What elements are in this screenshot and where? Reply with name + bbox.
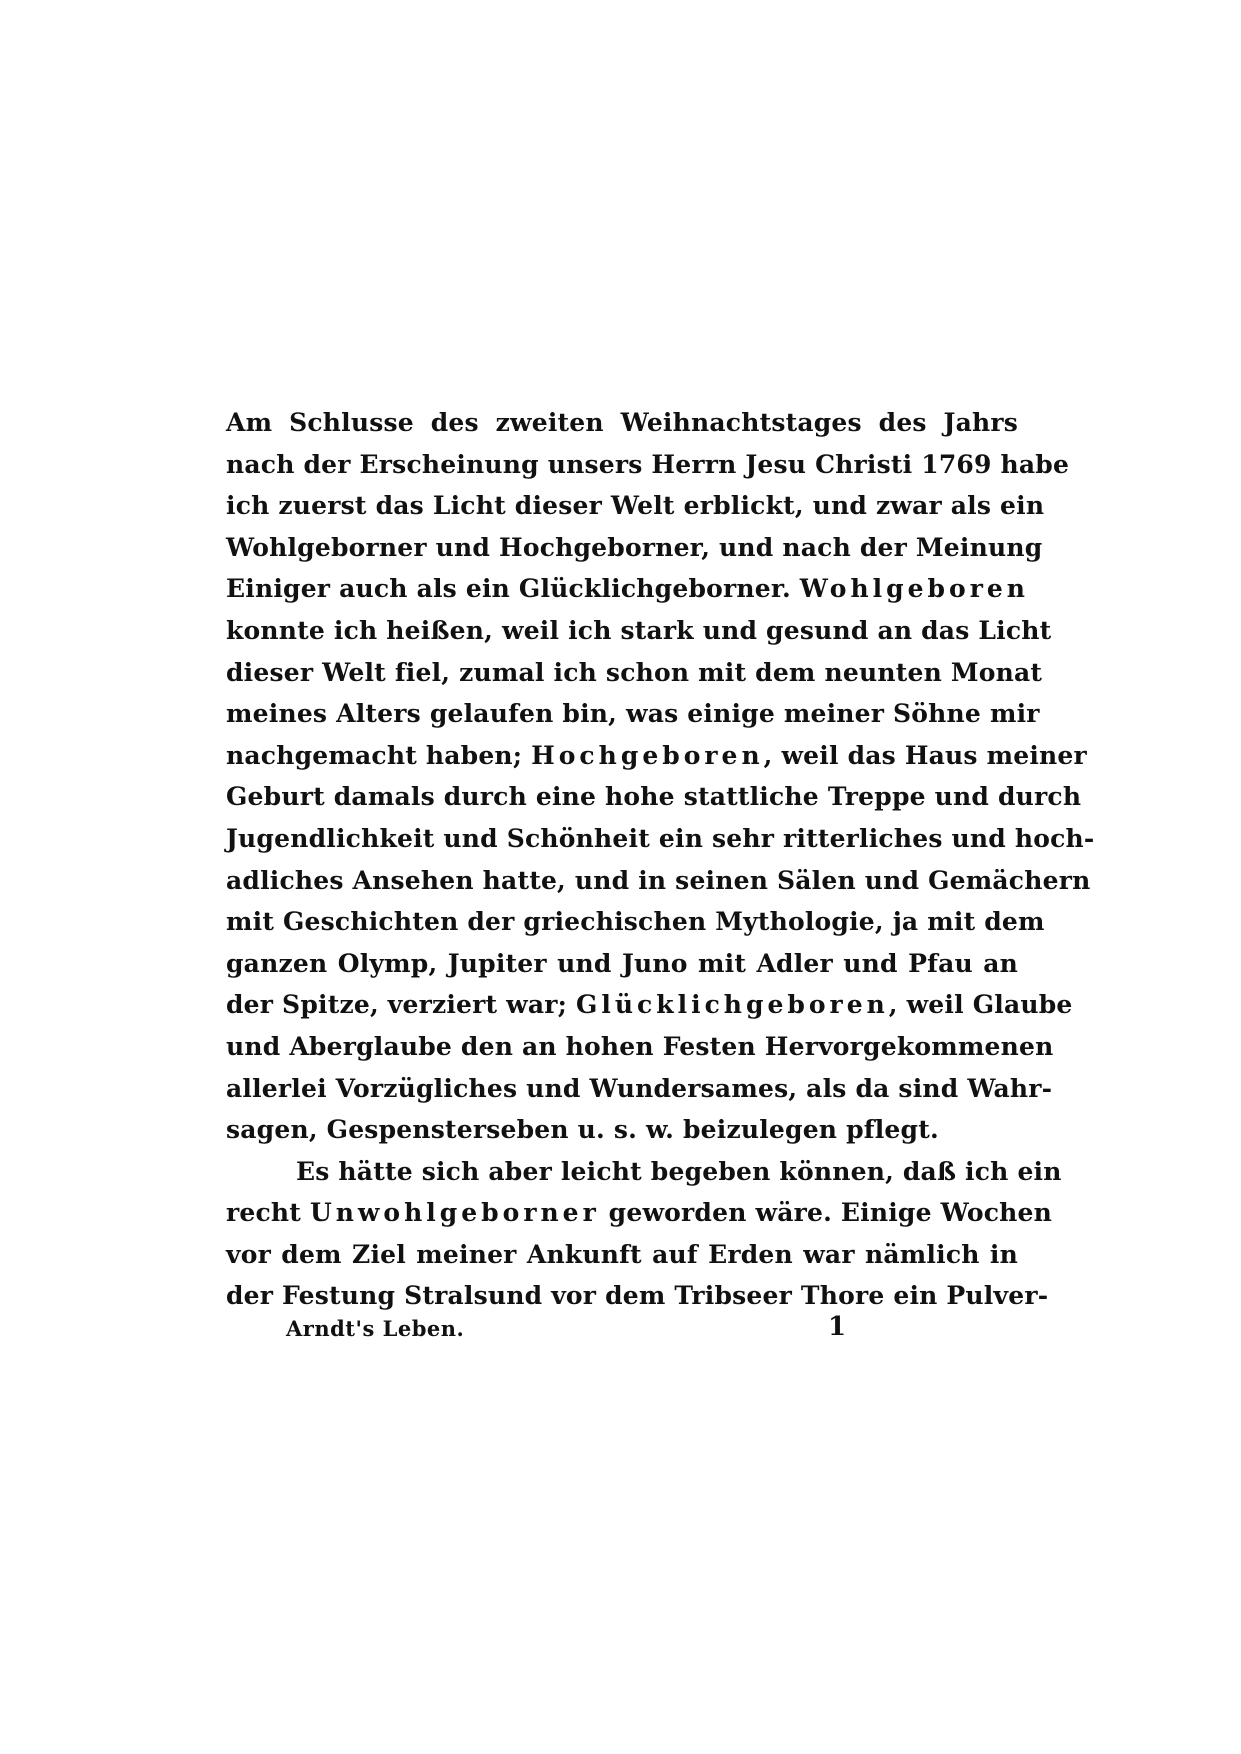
text-line: Jugendlichkeit und Schönheit ein sehr ritterliches und hoch- <box>226 823 1095 853</box>
text-line: nach der Erscheinung unsers Herrn Jesu Christi 1769 habe <box>226 449 1070 479</box>
text-line: Wohlgeborner und Hochgeborner, und nach der Meinung <box>226 532 1043 562</box>
page-footer <box>286 1312 847 1352</box>
body-text <box>226 402 1095 1317</box>
text-segment: Einiger auch als ein Glücklichgeborner. <box>226 574 791 604</box>
text-line: ich zuerst das Licht dieser Welt erblickt, und zwar als ein <box>226 491 1045 521</box>
text-line: ganzen Olymp, Jupiter und Juno mit Adler und Pfau an <box>226 948 1018 978</box>
emphasized-word: Hochgeboren <box>531 740 764 770</box>
running-title: Arndt's Leben. <box>286 1316 465 1341</box>
text-line <box>226 1192 1053 1234</box>
text-line: vor dem Ziel meiner Ankunft auf Erden war nämlich in <box>226 1239 1018 1269</box>
text-line: dieser Welt fiel, zumal ich schon mit dem neunten Monat <box>226 657 1043 687</box>
text-line <box>226 735 1087 777</box>
emphasized-word: Unwohlgeborner <box>309 1198 600 1228</box>
text-segment: nachgemacht haben; <box>226 740 523 770</box>
emphasized-word: Glücklichgeboren <box>576 990 889 1020</box>
text-line: konnte ich heißen, weil ich stark und gesund an das Licht <box>226 615 1052 645</box>
text-line: Es hätte sich aber leicht begeben können, daß ich ein <box>296 1156 1062 1186</box>
text-line: und Aberglaube den an hohen Festen Hervorgekommenen <box>226 1031 1054 1061</box>
text-line: meines Alters gelaufen bin, was einige meiner Söhne mir <box>226 699 1040 729</box>
text-line: adliches Ansehen hatte, und in seinen Sälen und Gemächern <box>226 865 1091 895</box>
text-segment: der Spitze, verziert war; <box>226 990 568 1020</box>
text-line: sagen, Gespensterseben u. s. w. beizulegen pflegt. <box>226 1115 939 1145</box>
text-line: mit Geschichten der griechischen Mythologie, ja mit dem <box>226 907 1045 937</box>
text-segment: , weil Glaube <box>888 990 1073 1020</box>
text-line: der Festung Stralsund vor dem Tribseer Thore ein Pulver- <box>226 1281 1049 1311</box>
text-segment: geworden wäre. Einige Wochen <box>608 1198 1053 1228</box>
text-line: Geburt damals durch eine hohe stattliche Treppe und durch <box>226 782 1082 812</box>
text-segment: , weil das Haus meiner <box>763 740 1087 770</box>
text-line: Am Schlusse des zweiten Weihnachtstages des Jahrs <box>226 408 1018 437</box>
page-number: 1 <box>828 1312 847 1342</box>
emphasized-word: Wohlgeboren <box>799 574 1029 604</box>
text-line <box>226 568 1029 610</box>
text-line <box>226 984 1073 1026</box>
text-segment: recht <box>226 1198 302 1228</box>
text-line: allerlei Vorzügliches und Wundersames, als da sind Wahr- <box>226 1073 1053 1103</box>
